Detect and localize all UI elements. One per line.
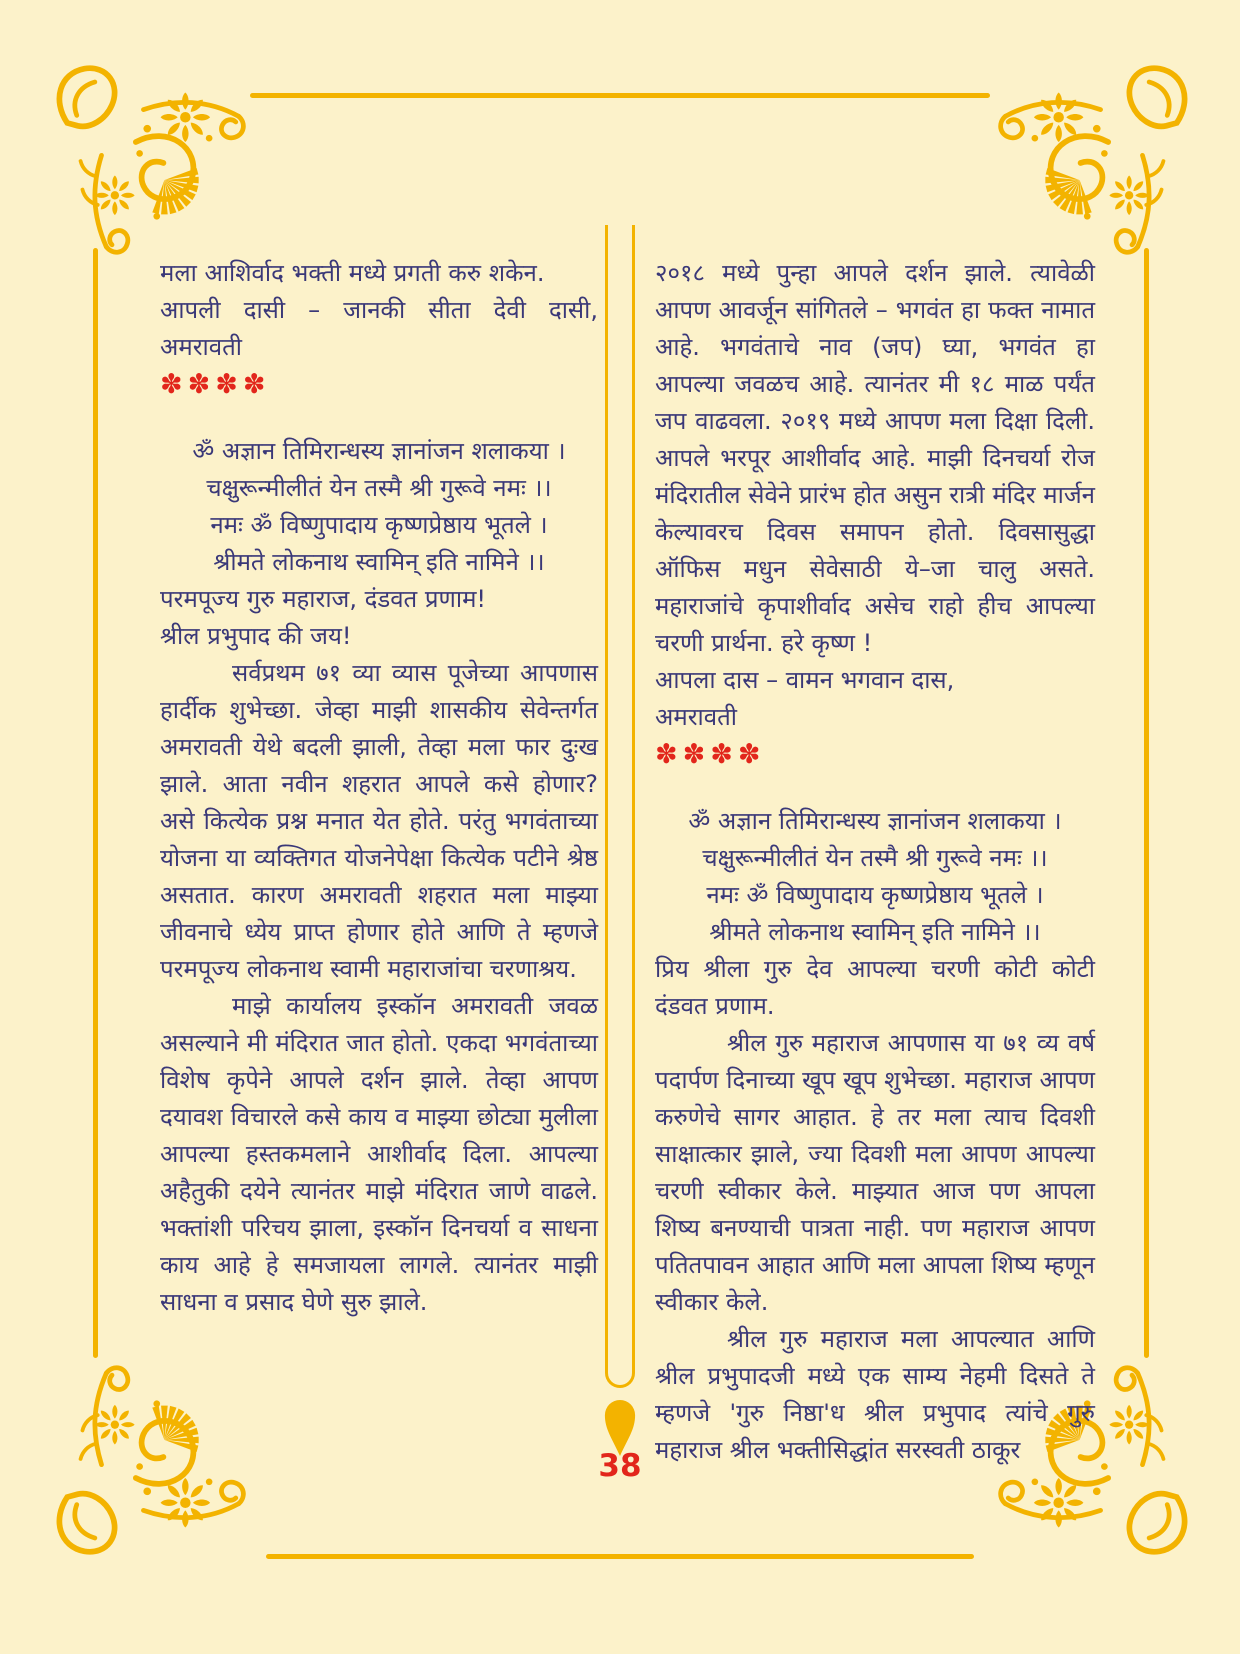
frame-border-bottom <box>266 1554 974 1559</box>
frame-border-right <box>1144 248 1149 1358</box>
letter-paragraph: सर्वप्रथम ७१ व्या व्यास पूजेच्या आपणास हार्दीक शुभेच्छा. जेव्हा माझी शासकीय सेवेन्तर्गत अमरावती येथे बदली झाली, तेव्हा मला फार दुःख झाले. आता नवीन शहरात आपले कसे होणार? असे कित्येक प्रश्न मनात येत होते. परंतु भगवंताच्या योजना या व्यक्तिगत योजनेपेक्षा कित्येक पटीने श्रेष्ठ असतात. कारण अमरावती शहरात मला माझ्या जीवनाचे ध्येय प्राप्त होणार होते आणि ते म्हणजे परमपूज्य लोकनाथ स्वामी महाराजांचा चरणाश्रय. <box>160 659 598 983</box>
shloka-line: ॐ अज्ञान तिमिरान्धस्य ज्ञानांजन शलाकया । <box>688 807 1062 835</box>
page-number: 38 <box>598 1448 642 1484</box>
column-divider <box>602 225 638 1456</box>
column-divider-lines <box>605 225 635 1388</box>
signature-line: आपला दास – वामन भगवान दास, <box>655 666 955 694</box>
right-text-column <box>655 255 1095 1469</box>
floral-corner-ornament-icon <box>992 62 1192 262</box>
letter-paragraph: २०१८ मध्ये पुन्हा आपले दर्शन झाले. त्यावेळी आपण आवर्जून सांगितले – भगवंत हा फक्त नामात आहे. भगवंताचे नाव (जप) घ्या, भगवंत हा आपल्या जवळच आहे. त्यानंतर मी १८ माळ पर्यंत जप वाढवला. २०१९ मध्ये आपण मला दिक्षा दिली. आपले भरपूर आशीर्वाद आहे. माझी दिनचर्या रोज मंदिरातील सेवेने प्रारंभ होत असुन रात्री मंदिर मार्जन केल्यावरच दिवस समापन होतो. दिवसासुद्धा ऑफिस मधुन सेवेसाठी ये–जा चालु असते. महाराजांचे कृपाशीर्वाद असेच राहो हीच आपल्या चरणी प्रार्थना. हरे कृष्ण ! <box>655 259 1095 657</box>
frame-border-top <box>250 93 990 98</box>
shloka-line: श्रीमते लोकनाथ स्वामिन् इति नामिने ।। <box>213 548 545 576</box>
floral-corner-ornament-icon <box>52 62 252 262</box>
signature-city: अमरावती <box>160 333 242 361</box>
shloka-line: ॐ अज्ञान तिमिरान्धस्य ज्ञानांजन शलाकया । <box>192 437 566 465</box>
sanskrit-shloka <box>655 803 1095 951</box>
shloka-line: नमः ॐ विष्णुपादाय कृष्णप्रेष्ठाय भूतले । <box>706 881 1044 909</box>
asterisk-separator: ✽✽✽✽ <box>160 369 271 400</box>
asterisk-separator: ✽✽✽✽ <box>655 739 766 770</box>
letter-paragraph: श्रील गुरु महाराज मला आपल्यात आणि श्रील प्रभुपादजी मध्ये एक साम्य नेहमी दिसते ते म्हणजे 'गुरु निष्ठा'ध श्रील प्रभुपाद त्यांचे गुरु महाराज श्रील भक्तीसिद्धांत सरस्वती ठाकूर <box>655 1325 1095 1464</box>
letter-paragraph: मला आशिर्वाद भक्ती मध्ये प्रगती करु शकेन. <box>160 259 545 287</box>
sanskrit-shloka <box>160 433 598 581</box>
shloka-line: नमः ॐ विष्णुपादाय कृष्णप्रेष्ठाय भूतले । <box>210 511 548 539</box>
shloka-line: चक्षुरून्मीलीतं येन तस्मै श्री गुरूवे नमः ।। <box>206 474 552 502</box>
shloka-line: चक्षुरून्मीलीतं येन तस्मै श्री गुरूवे नमः ।। <box>702 844 1048 872</box>
frame-border-left <box>93 248 98 1358</box>
left-text-column <box>160 255 598 1321</box>
letter-paragraph: श्रील गुरु महाराज आपणास या ७१ व्य वर्ष पदार्पण दिनाच्या खूप खूप शुभेच्छा. महाराज आपण करुणेचे सागर आहात. हे तर मला त्याच दिवशी साक्षात्कार झाले, ज्या दिवशी मला आपण आपल्या चरणी स्वीकार केले. माझ्यात आज पण आपला शिष्य बनण्याची पात्रता नाही. पण महाराज आपण पतितपावन आहात आणि मला आपला शिष्य म्हणून स्वीकार केले. <box>655 1029 1095 1316</box>
signature-line: आपली दासी – जानकी सीता देवी दासी, <box>160 296 598 324</box>
signature-city: अमरावती <box>655 703 737 731</box>
letter-paragraph: माझे कार्यालय इस्कॉन अमरावती जवळ असल्याने मी मंदिरात जात होतो. एकदा भगवंताच्या विशेष कृपेने आपले दर्शन झाले. तेव्हा आपण दयावश विचारले कसे काय व माझ्या छोट्या मुलीला आपल्या हस्तकमलाने आशीर्वाद दिला. आपल्या अहैतुकी दयेने त्यानंतर माझे मंदिरात जाणे वाढले. भक्तांशी परिचय झाला, इस्कॉन दिनचर्या व साधना काय आहे हे समजायला लागले. त्यानंतर माझी साधना व प्रसाद घेणे सुरु झाले. <box>160 992 598 1316</box>
salutation-line: प्रिय श्रीला गुरु देव आपल्या चरणी कोटी कोटी दंडवत प्रणाम. <box>655 955 1095 1020</box>
shloka-line: श्रीमते लोकनाथ स्वामिन् इति नामिने ।। <box>709 918 1041 946</box>
salutation-line: परमपूज्य गुरु महाराज, दंडवत प्रणाम! <box>160 585 487 613</box>
salutation-line: श्रील प्रभुपाद की जय! <box>160 622 352 650</box>
teardrop-icon <box>602 1392 638 1456</box>
